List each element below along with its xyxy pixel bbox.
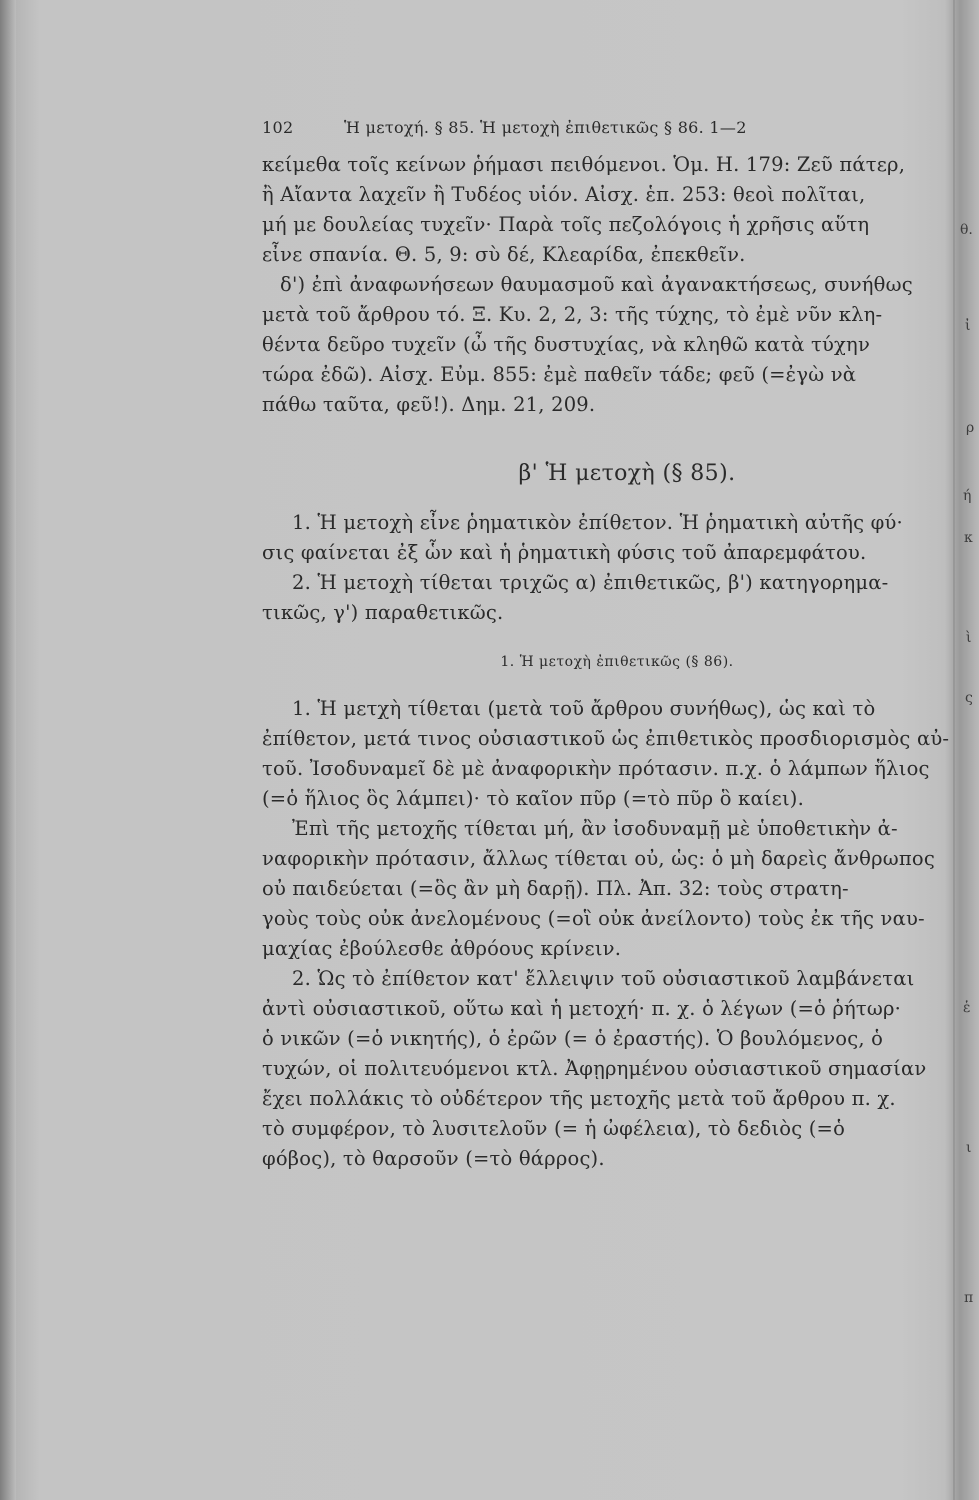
text-line: ἐπίθετον, μετά τινος οὐσιαστικοῦ ὡς ἐπιθετικὸς προσδιορισμὸς αὐ- xyxy=(262,727,950,750)
text-line: τυχών, οἱ πολιτευόμενοι κτλ. Ἀφῃρημένου οὐσιαστικοῦ σημασίαν xyxy=(262,1057,927,1080)
text-line: γοὺς τοὺς οὐκ ἀνελομένους (=οἳ οὐκ ἀνείλοντο) τοὺς ἐκ τῆς ναυ- xyxy=(262,907,925,930)
text-line: τὸ συμφέρον, τὸ λυσιτελοῦν (= ἡ ὠφέλεια), τὸ δεδιὸς (=ὁ xyxy=(262,1117,846,1140)
text-line: κείμεθα τοῖς κείνων ῥήμασι πειθόμενοι. Ὁμ. Η. 179: Ζεῦ πάτερ, xyxy=(262,153,906,176)
text-line: (=ὁ ἥλιος ὃς λάμπει)· τὸ καῖον πῦρ (=τὸ πῦρ ὃ καίει). xyxy=(262,787,805,810)
page-content xyxy=(262,112,952,1174)
running-title: Ἡ μετοχή. § 85. Ἡ μετοχὴ ἐπιθετικῶς § 86. 1—2 xyxy=(344,118,747,137)
margin-fragment: ὶ xyxy=(966,630,972,646)
section-paragraphs xyxy=(262,508,952,628)
text-line: οὐ παιδεύεται (=ὃς ἂν μὴ δαρῇ). Πλ. Ἀπ. 32: τοὺς στρατη- xyxy=(262,877,849,900)
text-line: εἶνε σπανία. Θ. 5, 9: σὺ δέ, Κλεαρίδα, ἐπεκθεῖν. xyxy=(262,243,746,266)
text-line: μαχίας ἐβούλεσθε ἀθρόους κρίνειν. xyxy=(262,937,622,960)
text-line: πάθω ταῦτα, φεῦ!). Δημ. 21, 209. xyxy=(262,393,596,416)
text-line: θέντα δεῦρο τυχεῖν (ὦ τῆς δυστυχίας, νὰ κληθῶ κατὰ τύχην xyxy=(262,333,870,356)
text-line: δ') ἐπὶ ἀναφωνήσεων θαυμασμοῦ καὶ ἀγανακτήσεως, συνήθως xyxy=(280,273,913,296)
text-line: ἀντὶ οὐσιαστικοῦ, οὕτω καὶ ἡ μετοχή· π. χ. ὁ λέγων (=ὁ ῥήτωρ· xyxy=(262,997,902,1020)
text-line: ἢ Αἴαντα λαχεῖν ἢ Τυδέος υἱόν. Αἰσχ. ἑπ. 253: θεοὶ πολῖται, xyxy=(262,183,866,206)
margin-fragment: ς xyxy=(965,690,973,706)
gutter-fold xyxy=(953,0,955,1500)
margin-fragment: π xyxy=(964,1290,974,1306)
margin-fragment: ἑ xyxy=(963,1000,971,1016)
text-line: τικῶς, γ') παραθετικῶς. xyxy=(262,601,504,624)
subsection-paragraphs xyxy=(262,694,952,1174)
section-heading: β' Ἡ μετοχὴ (§ 85). xyxy=(518,461,736,486)
text-line: ναφορικὴν πρότασιν, ἄλλως τίθεται οὐ, ὡς: ὁ μὴ δαρεὶς ἄνθρωπος xyxy=(262,847,935,870)
margin-fragment: ι xyxy=(966,1140,972,1156)
margin-fragment: κ xyxy=(964,530,973,546)
margin-fragment: ρ xyxy=(966,420,975,436)
text-line: ὁ νικῶν (=ὁ νικητής), ὁ ἐρῶν (= ὁ ἐραστής). Ὁ βουλόμενος, ὁ xyxy=(262,1027,884,1050)
text-line: τοῦ. Ἰσοδυναμεῖ δὲ μὲ ἀναφορικὴν πρότασιν. π.χ. ὁ λάμπων ἥλιος xyxy=(262,757,930,780)
text-line: τώρα ἐδῶ). Αἰσχ. Εὐμ. 855: ἐμὲ παθεῖν τάδε; φεῦ (=ἐγὼ νὰ xyxy=(262,363,857,386)
text-line: φόβος), τὸ θαρσοῦν (=τὸ θάρρος). xyxy=(262,1147,605,1170)
subsection-heading: 1. Ἡ μετοχὴ ἐπιθετικῶς (§ 86). xyxy=(500,654,734,670)
text-line: 1. Ἡ μετχὴ τίθεται (μετὰ τοῦ ἄρθρου συνήθως), ὡς καὶ τὸ xyxy=(292,697,876,720)
running-header xyxy=(262,112,952,142)
page-number: 102 xyxy=(262,118,294,137)
text-line: μετὰ τοῦ ἄρθρου τό. Ξ. Κυ. 2, 2, 3: τῆς τύχης, τὸ ἐμὲ νῦν κλη- xyxy=(262,303,883,326)
text-line: 1. Ἡ μετοχὴ εἶνε ῥηματικὸν ἐπίθετον. Ἡ ῥηματικὴ αὐτῆς φύ· xyxy=(292,511,903,534)
margin-fragment: ἰ xyxy=(965,318,971,334)
text-line: μή με δουλείας τυχεῖν· Παρὰ τοῖς πεζολόγοις ἡ χρῆσις αὕτη xyxy=(262,213,870,236)
text-line: 2. Ὡς τὸ ἐπίθετον κατ' ἔλλειψιν τοῦ οὐσιαστικοῦ λαμβάνεται xyxy=(292,967,915,990)
paragraph-continuation xyxy=(262,150,952,420)
margin-fragment: θ. xyxy=(960,222,973,238)
page-edge-shadow xyxy=(0,0,16,1500)
margin-fragment: ή xyxy=(963,488,972,504)
text-line: Ἐπὶ τῆς μετοχῆς τίθεται μή, ἂν ἰσοδυναμῇ μὲ ὑποθετικὴν ἀ- xyxy=(292,817,898,840)
text-line: ἔχει πολλάκις τὸ οὐδέτερον τῆς μετοχῆς μετὰ τοῦ ἄρθρου π. χ. xyxy=(262,1087,896,1110)
text-line: 2. Ἡ μετοχὴ τίθεται τριχῶς α) ἐπιθετικῶς, β') κατηγορημα- xyxy=(292,571,889,594)
text-line: σις φαίνεται ἐξ ὧν καὶ ἡ ῥηματικὴ φύσις τοῦ ἀπαρεμφάτου. xyxy=(262,541,867,564)
